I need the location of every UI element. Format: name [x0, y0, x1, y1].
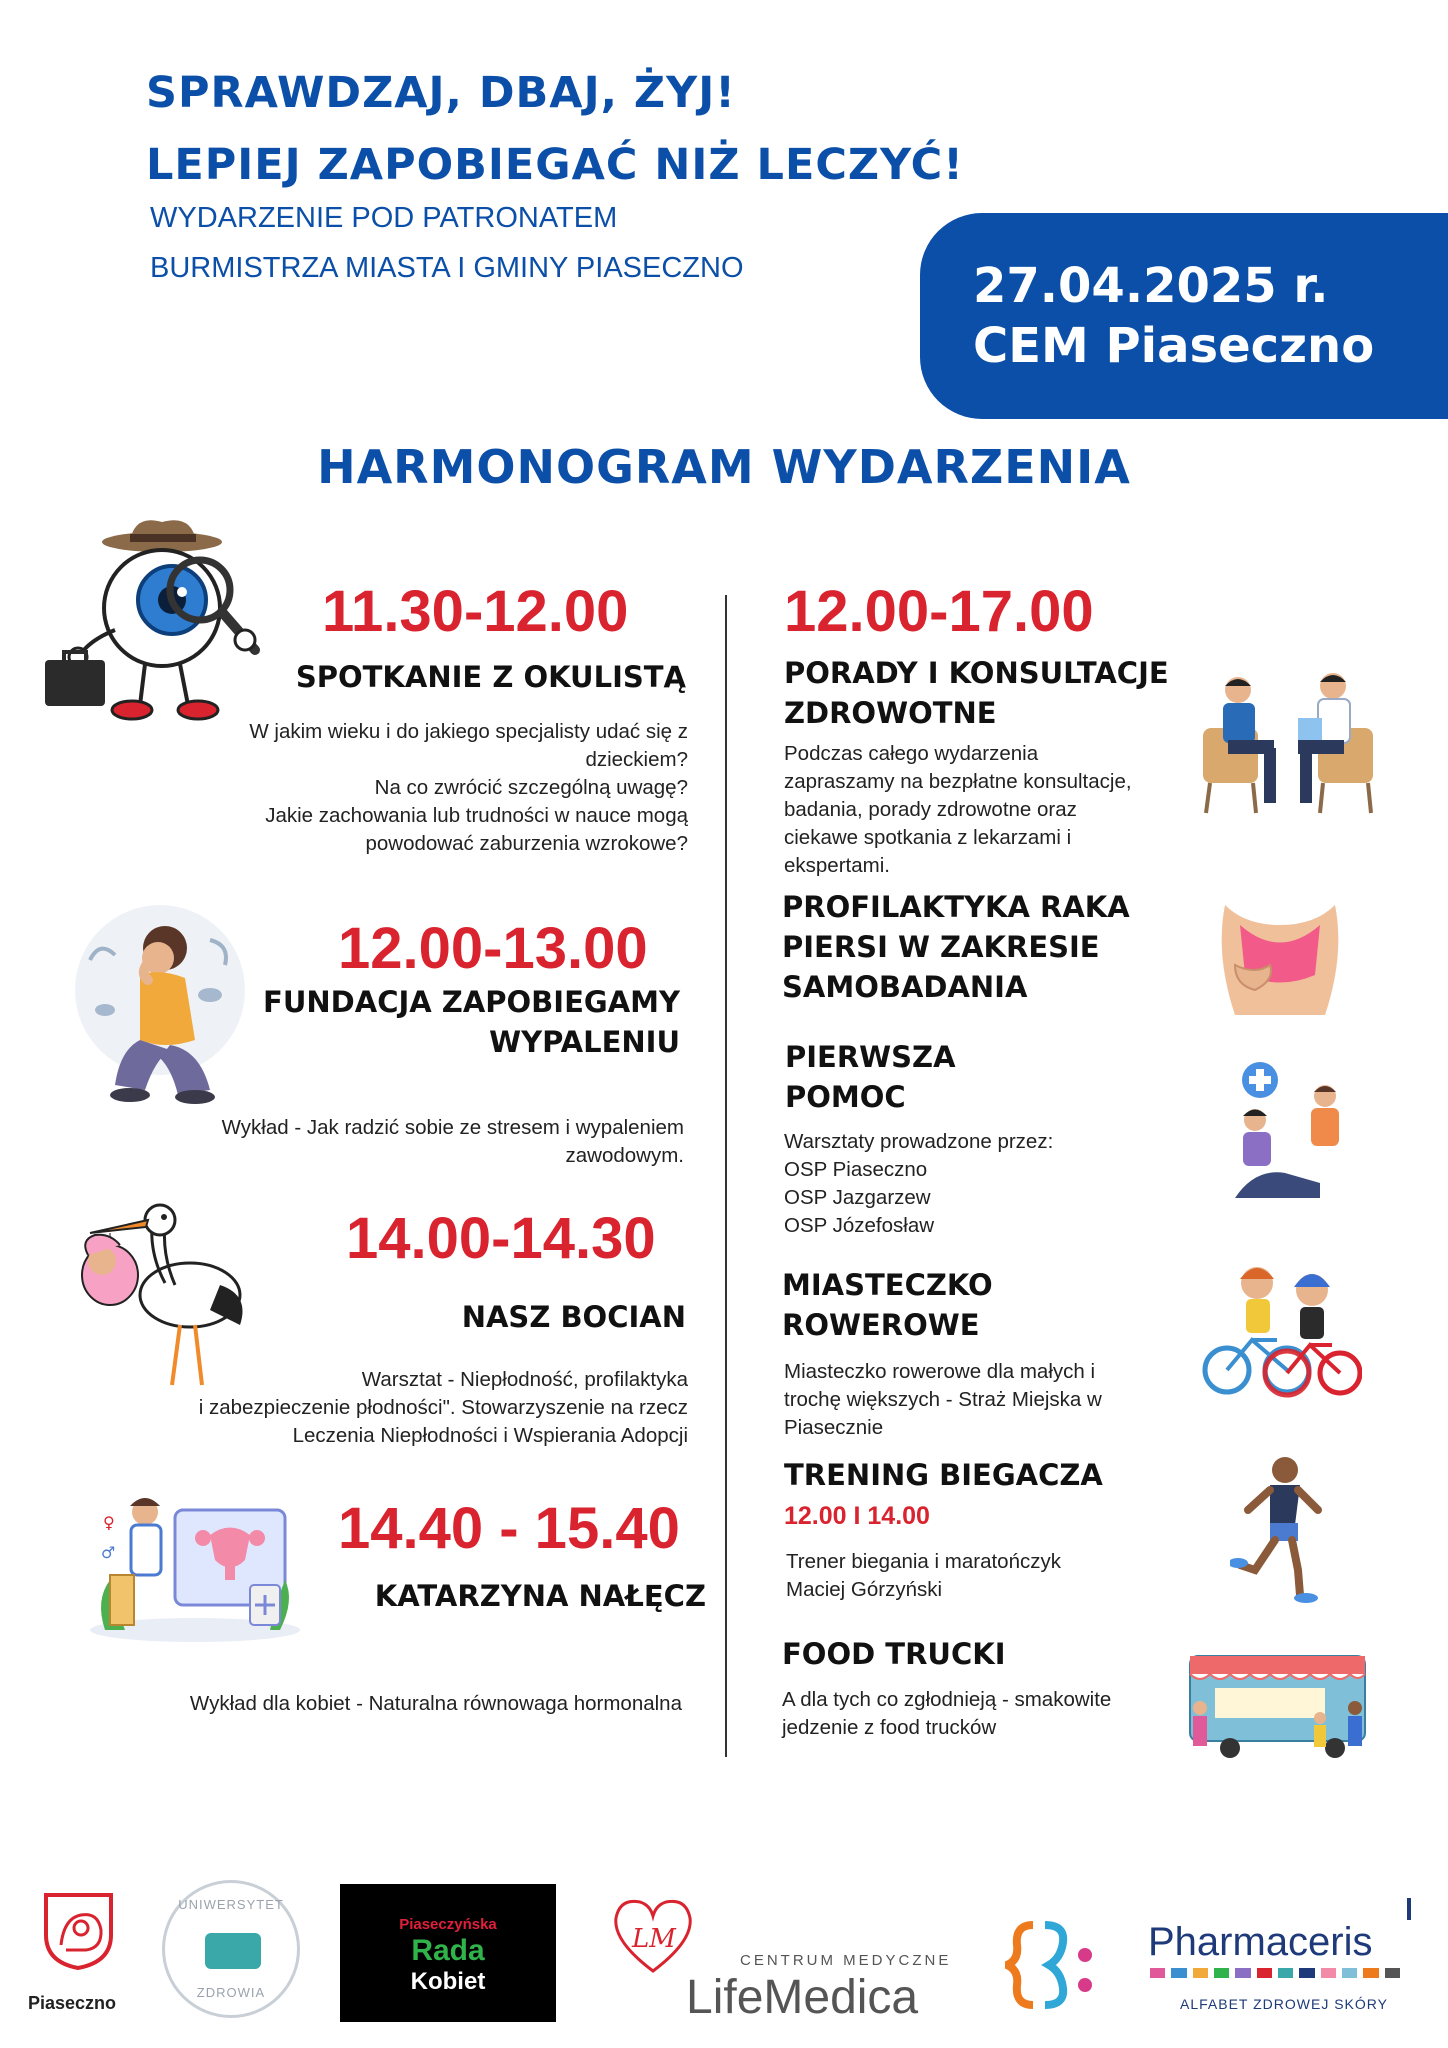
event-description: Miasteczko rowerowe dla małych i trochę większych - Straż Miejska w Piasecznie [784, 1360, 1102, 1439]
lifemedica-monogram: LM [632, 1924, 676, 1954]
runner-icon [1230, 1455, 1330, 1605]
burnout-woman-icon [60, 900, 260, 1110]
date-box [920, 213, 1448, 419]
event-description: A dla tych co zgłodnieją - smakowite jedzenie z food trucków [782, 1688, 1112, 1739]
event-time: 12.00-13.00 [338, 916, 648, 981]
event-title: PIERWSZA POMOC [785, 1040, 956, 1114]
uniwersytet-zdrowia-logo: UNIWERSYTET ZDROWIA [162, 1880, 300, 2018]
pharmaceris-name: Pharmaceris [1148, 1920, 1373, 1964]
lifemedica-name: LifeMedica [686, 1971, 919, 2024]
svg-text:♀: ♀ [103, 1513, 115, 1532]
piaseczno-logo [36, 1890, 126, 1975]
headline-1: SPRAWDZAJ, DBAJ, ŻYJ! [146, 68, 736, 118]
column-divider [725, 595, 727, 1757]
lifemedica-subtitle: CENTRUM MEDYCZNE [740, 1952, 952, 1969]
hormones-icon [85, 1480, 300, 1645]
event-title: TRENING BIEGACZA [784, 1458, 1103, 1492]
event-description: Wykład - Jak radzić sobie ze stresem i wypaleniem zawodowym. [221, 1116, 684, 1167]
rada-kobiet-logo: Piaseczyńska Rada Kobiet [340, 1884, 556, 2022]
event-title: PORADY I KONSULTACJE ZDROWOTNE [784, 656, 1169, 730]
stork-icon [80, 1195, 250, 1395]
event-description: W jakim wieku i do jakiego specjalisty udać się z dzieckiem? Na co zwrócić szczególną uwagę? Jakie zachowania lub trudności w nauce mogą powodować zaburzenia wzrokowe? [249, 720, 688, 855]
patron-line-1: WYDARZENIE POD PATRONATEM [150, 202, 618, 234]
event-description: Podczas całego wydarzenia zapraszamy na bezpłatne konsultacje, badania, porady zdrowotne oraz ciekawe spotkania z lekarzami i ekspertami. [784, 742, 1132, 877]
event-title: FOOD TRUCKI [782, 1637, 1006, 1671]
food-truck-icon [1180, 1648, 1375, 1758]
event-time: 14.40 - 15.40 [338, 1496, 680, 1561]
event-venue: CEM Piaseczno [973, 318, 1375, 374]
event-title: KATARZYNA NAŁĘCZ [374, 1579, 706, 1613]
schedule-title: HARMONOGRAM WYDARZENIA [317, 440, 1131, 494]
event-time: 12.00-17.00 [784, 579, 1094, 644]
event-title: PROFILAKTYKA RAKA PIERSI W ZAKRESIE SAMOBADANIA [782, 890, 1130, 1004]
pharmaceris-mark [1407, 1898, 1411, 1920]
event-time: 12.00 I 14.00 [784, 1502, 930, 1530]
event-title: SPOTKANIE Z OKULISTĄ [295, 660, 686, 694]
pharmaceris-color-bar [1150, 1968, 1400, 1978]
event-title: MIASTECZKO ROWEROWE [782, 1268, 993, 1342]
event-description: Warsztaty prowadzone przez: OSP Piaseczno OSP Jazgarzew OSP Józefosław [784, 1130, 1054, 1237]
event-time: 14.00-14.30 [346, 1206, 656, 1271]
pharmaceris-tagline: ALFABET ZDROWEJ SKÓRY [1180, 1996, 1388, 2012]
event-description: Warsztat - Niepłodność, profilaktyka i zabezpieczenie płodności". Stowarzyszenie na rzecz Leczenia Niepłodności i Wspierania Adopcji [198, 1368, 688, 1447]
event-title: FUNDACJA ZAPOBIEGAMY WYPALENIU [263, 985, 680, 1059]
event-time: 11.30-12.00 [322, 579, 629, 644]
event-description: Wykład dla kobiet - Naturalna równowaga hormonalna [189, 1692, 682, 1715]
headline-2: LEPIEJ ZAPOBIEGAĆ NIŻ LECZYĆ! [146, 140, 964, 190]
bicycle-kids-icon [1202, 1255, 1362, 1405]
first-aid-icon [1225, 1058, 1345, 1203]
breast-self-exam-icon [1215, 905, 1345, 1015]
event-date: 27.04.2025 r. [973, 258, 1329, 314]
event-title: NASZ BOCIAN [461, 1300, 686, 1334]
patron-line-2: BURMISTRZA MIASTA I GMINY PIASECZNO [150, 252, 744, 284]
eye-detective-icon [40, 520, 270, 730]
piaseczno-label: Piaseczno [28, 1993, 117, 2013]
doctor-consultation-icon [1198, 668, 1378, 818]
event-description: Trener biegania i maratończyk Maciej Górzyński [786, 1550, 1061, 1601]
svg-text:♂: ♂ [101, 1543, 116, 1562]
brace-logo [1005, 1920, 1105, 2010]
